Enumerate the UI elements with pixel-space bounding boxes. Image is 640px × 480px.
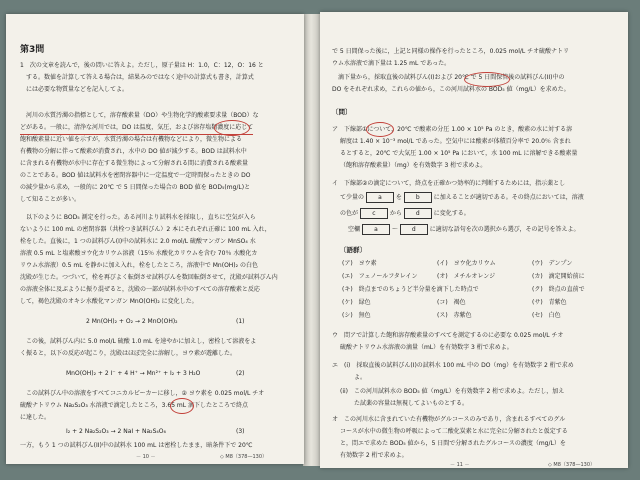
book-gutter	[303, 14, 321, 466]
blank-d: d	[404, 208, 432, 219]
body-line: 滴下量から，採取直後の試料びん(I)および 20℃ で 5 日間保管後の試料びん(II)中の	[338, 74, 565, 81]
equation-number: (1)	[236, 318, 245, 325]
question-i-line	[348, 224, 579, 236]
page-number: － 10 －	[136, 454, 156, 460]
exam-code: ◇ M8（378—130）	[548, 462, 596, 468]
red-pen-circle	[464, 72, 510, 87]
blank-c: c	[360, 208, 388, 219]
section-heading: 第3問	[20, 45, 45, 55]
left-page	[6, 14, 304, 464]
question-i: イ 下線部②の滴定について，終点を正確かつ効率的に判断するためには，指示薬とし	[332, 180, 566, 187]
question-e: た試薬の容量は無視してよいものとする。	[354, 400, 469, 407]
red-pen-circle	[170, 398, 194, 414]
body-line: この後，試料びん内に 5.0 mol/L 硫酸 1.0 mL を速やかに加えし，密栓して溶液をよ	[26, 338, 257, 345]
equation-number: (2)	[236, 370, 245, 377]
blank-b: b	[404, 192, 432, 203]
question-o: 有効数字 2 桁で求めよ。	[340, 452, 408, 459]
question-i-line	[340, 192, 584, 204]
equation-3: I₂ + 2 Na₂S₂O₃ → 2 NaI + Na₂S₄O₆	[66, 428, 166, 435]
choice-item: (オ) メチルオレンジ	[437, 273, 496, 280]
body-line: 飽和酸素量に近い値を示すが，水質汚濁の場合は有機物などにより，微生物による	[20, 136, 243, 143]
choice-item: (ス) 赤紫色	[437, 312, 472, 319]
body-line: この試料びん中の溶液をすべてコニカルビーカーに移し，② ヨウ素を 0.025 mol/L チオ	[26, 390, 265, 397]
intro-line: 1 次の文章を読んで，後の問いに答えよ。ただし，原子量は H：1.0，C：12，O：16 と	[20, 62, 264, 69]
page-number: － 11 －	[450, 462, 470, 468]
choice-item: (コ) 褐色	[437, 299, 466, 306]
body-line: のことである。BOD 値は試料水を密閉容器中に一定温度で一定時間保ったときの DO	[20, 172, 251, 179]
intro-line: する。数値を計算して答える場合は，結果みのではなく途中の計算式も書き，計算式	[26, 74, 254, 81]
question-e: (ii) この河川試料水の BOD₅ 値（mg/L）を有効数字 2 桁で求めよ。ただし，加え	[340, 388, 565, 395]
question-o: オ この河川水に含まれていた有機物がグルコースのみであり，含まれるすべてのグル	[332, 416, 566, 423]
body-line: 以下のように BOD₅ 測定を行った。ある河川より試料水を採取し，直ちに空気が入ら	[26, 214, 256, 221]
body-line: に含まれる有機物が水中に存在する微生物によって分解される間に消費される酸素量	[20, 160, 249, 167]
body-line: ないように 100 mL の密閉容器（共栓つき試料びん）2 本にそれぞれ正確に 100 mL 入れ，	[20, 226, 271, 233]
exam-code: ◇ M8（378—130）	[220, 454, 268, 460]
body-line: 硫酸ナトリウム Na₂S₂O₃ 水溶液で滴定したところ，3.65 mL 滴下したところで終点	[20, 402, 248, 409]
choice-item: (シ) 無色	[342, 312, 371, 319]
red-pen-circle	[214, 120, 250, 136]
question-i-text: 空欄	[348, 226, 361, 233]
body-line: の減少量から求め，一般的に 20℃ で 5 日間保った場合の BOD 値を BOD₅(mg/L)と	[20, 184, 251, 191]
body-line: の溶液全体に及ぶように振り混ぜると，沈殿の一部が試料水中のすべての溶存酸素と反応	[20, 286, 260, 293]
question-i-text: から	[389, 210, 402, 217]
choice-item: (サ) 青紫色	[532, 299, 567, 306]
question-u: ウ 問アで計算した飽和溶存酸素量のすべてを測定するのに必要な 0.025 mol/L チオ	[332, 332, 564, 339]
body-line: く振ると，以下の反応が起こり，沈殿はほぼ完全に溶解し，ヨウ素が遊離した。	[20, 350, 237, 357]
body-line: どがある。一般に，清浄な河川では，DO は温度，気圧，および溶存塩類濃度に応じて	[20, 122, 253, 135]
question-e: エ (i) 採取直後の試料びん(I)の試料水 100 mL 中の DO（mg）を有効数字 2 桁で求め	[332, 362, 574, 369]
question-o: コースが水中の微生物の呼吸によって二酸化炭素と水に完全に分解されたと仮定する	[340, 428, 568, 435]
choice-item: (イ) ヨウ化カリウム	[437, 260, 496, 267]
body-line: DO をそれぞれ求め，これらの値から，この河川試料水の BOD₅ 値（mg/L）を求めた。	[332, 86, 570, 93]
choice-item: (エ) フェノールフタレイン	[342, 273, 418, 280]
equation-number: (3)	[236, 428, 245, 435]
equation-1: 2 Mn(OH)₂ + O₂ → 2 MnO(OH)₂	[86, 318, 178, 325]
question-i-text: に加えることが適切である。その終点においては，溶液	[433, 194, 584, 201]
choices-label: 〔語群〕	[340, 246, 366, 254]
body-line: 有機物の分解に伴って酸素が消費され，水中の DO 値が減少する。BOD は試料水中	[20, 148, 247, 155]
choice-item: (ケ) 緑色	[342, 299, 371, 306]
question-a: ア 下線部①について，20℃ で酸素の分圧 1.00 × 10⁵ Pa のとき，酸素の水に対する溶	[332, 126, 573, 133]
blank-a: a	[362, 224, 390, 235]
question-i-text: に適切な語句を次の選択から選び，その記号を答えよ。	[429, 226, 580, 233]
question-e: よ。	[354, 374, 367, 381]
red-pen-circle	[366, 122, 394, 137]
question-i-text: を	[395, 194, 402, 201]
body-line: 溶液 0.5 mL と塩素酸ヨウ化カリウム溶液（15％ 水酸化カリウムを含む 70％ 水酸化カ	[20, 250, 258, 257]
blank-d: d	[400, 224, 428, 235]
equation-2: MnO(OH)₂ + 2 I⁻ + 4 H⁺ → Mn²⁺ + I₂ + 3 H₂O	[66, 370, 201, 377]
body-line: して，褐色沈殿のオキシ水酸化マンガン MnO(OH)₂ に変化した。	[20, 298, 198, 305]
question-i-text: の色が	[340, 210, 359, 217]
right-page	[320, 12, 628, 468]
question-u: 硫酸ナトリウム水溶液の滴量（mL）を有効数字 3 桁で求めよ。	[340, 344, 513, 351]
choice-item: (ア) ヨウ素	[342, 260, 377, 267]
body-line: 沈殿が生じた。つづいて，栓を再びよく転倒させ試料びんを数回転倒させて，沈殿が試料びん内	[20, 274, 278, 281]
question-a: 解度は 1.40 × 10⁻³ mol/L であった。空気中には酸素が体積百分率で 20.0％ 含まれ	[340, 138, 571, 145]
body-line: 一方，もう 1 つの試料びん(II)中の試料水 100 mL は密栓したまま，暗条件下で 20℃	[20, 442, 253, 449]
choice-item: (セ) 白色	[532, 312, 561, 319]
question-a: （飽和溶存酸素量）（mg）を有効数字 3 桁で求めよ。	[340, 162, 487, 169]
question-o: と，問エで求めた BOD₅ 値から，5 日間で分解されたグルコースの濃度（mg/L）を	[340, 440, 566, 447]
body-line: で 5 日間保った後に，上記と同様の操作を行ったところ，0.025 mol/L チオ硫酸ナトリ	[332, 48, 570, 55]
intro-line: には必要な物質量などを記入してよ。	[26, 86, 129, 93]
choice-item: (カ) 滴定開始前に	[532, 273, 585, 280]
question-i-line	[340, 208, 470, 220]
body-line: リウム水溶液）0.5 mL を静かに加え入れ，栓をしたところ，溶液中で Mn(OH)₂ の白色	[20, 262, 258, 269]
question-i-text: 〜	[391, 226, 398, 233]
body-line: して知ることが多い。	[20, 196, 81, 203]
question-a: るとすると，20℃ で大気圧 1.00 × 10⁵ Pa において，水 100 mL に溶解できる酸素量	[340, 150, 578, 157]
body-line: に達した。	[20, 414, 51, 421]
choice-item: (ク) 終点の直前で	[532, 286, 585, 293]
body-line: ウム水溶液で滴下量は 1.25 mL であった。	[332, 60, 451, 67]
question-i-text: て少量の	[340, 194, 365, 201]
question-i-text: に変化する。	[433, 210, 470, 217]
questions-label: 〔問〕	[332, 108, 352, 116]
choice-item: (キ) 終点までのちょうど半分量を滴下した時点で	[342, 286, 479, 293]
choices-list	[342, 258, 622, 322]
body-line: 栓をした。直後に，1 つの試料びん(I)中の試料水に 2.0 mol/L 硫酸マンガン MnSO₄ 水	[20, 238, 256, 245]
blank-a: a	[366, 192, 394, 203]
choice-item: (ウ) デンプン	[532, 260, 573, 267]
body-line: 河川の水質汚濁の指標として，溶存酸素量（DO）や生物化学的酸素要求量（BOD）な	[26, 112, 259, 119]
